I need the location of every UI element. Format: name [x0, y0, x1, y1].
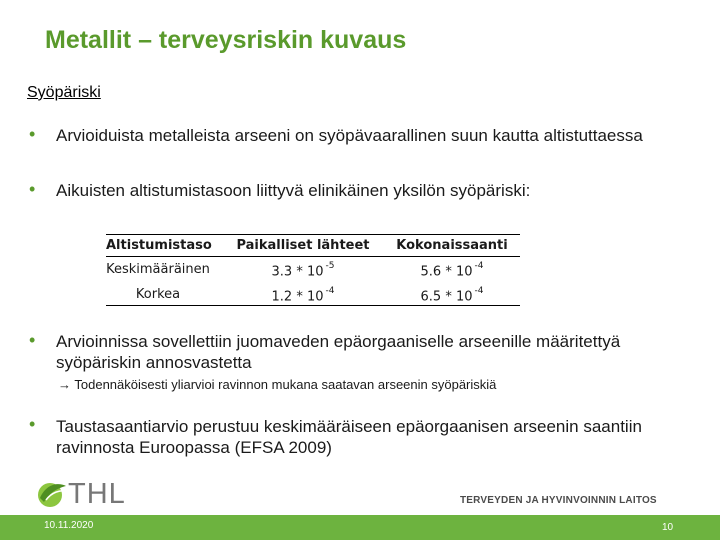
- bullet-marker: •: [29, 124, 36, 144]
- table-header-local: Paikalliset lähteet: [236, 238, 370, 253]
- table-cell-local: 3.3 * 10 $^{-5}$: [271, 261, 335, 280]
- bullet-text-4: Taustasaantiarvio perustuu keskimääräiseen epäorgaanisen arseenin saantiin ravinnosta Euroopassa (EFSA 2009): [56, 417, 642, 457]
- thl-logo-text: THL: [68, 478, 126, 510]
- table-header-level: Altistumistaso: [106, 238, 212, 253]
- bullet-marker: •: [29, 179, 36, 199]
- section-heading: Syöpäriski: [27, 84, 101, 101]
- bullet-text-2: Aikuisten altistumistasoon liittyvä elinikäinen yksilön syöpäriski:: [56, 181, 531, 200]
- slide-title: Metallit – terveysriskin kuvaus: [45, 26, 407, 54]
- institution-name: TERVEYDEN JA HYVINVOINNIN LAITOS: [460, 495, 657, 506]
- table-cell-local: 1.2 * 10 $^{-4}$: [271, 286, 335, 305]
- bullet-marker: •: [29, 330, 36, 350]
- risk-table: [106, 234, 520, 306]
- table-cell-total: 5.6 * 10 $^{-4}$: [420, 261, 484, 280]
- table-cell-level: Korkea: [135, 287, 181, 302]
- table-cell-total: 6.5 * 10 $^{-4}$: [420, 286, 484, 305]
- sub-note: → Todennäköisesti yliarvioi ravinnon mukana saatavan arseenin syöpäriskiä: [58, 377, 497, 392]
- bullet-text-1: Arvioiduista metalleista arseeni on syöpävaarallinen suun kautta altistuttaessa: [56, 126, 643, 145]
- footer-bar: [0, 515, 720, 540]
- table-header-total: Kokonaissaanti: [396, 238, 508, 253]
- bullet-marker: •: [29, 414, 36, 434]
- bullet-text-3: Arvioinnissa sovellettiin juomaveden epäorgaaniselle arseenille määritettyä syöpäriskin annosvastetta: [56, 332, 621, 372]
- footer-date: 10.11.2020: [44, 520, 94, 531]
- table-cell-level: Keskimääräinen: [106, 262, 210, 277]
- page-number: 10: [662, 522, 674, 533]
